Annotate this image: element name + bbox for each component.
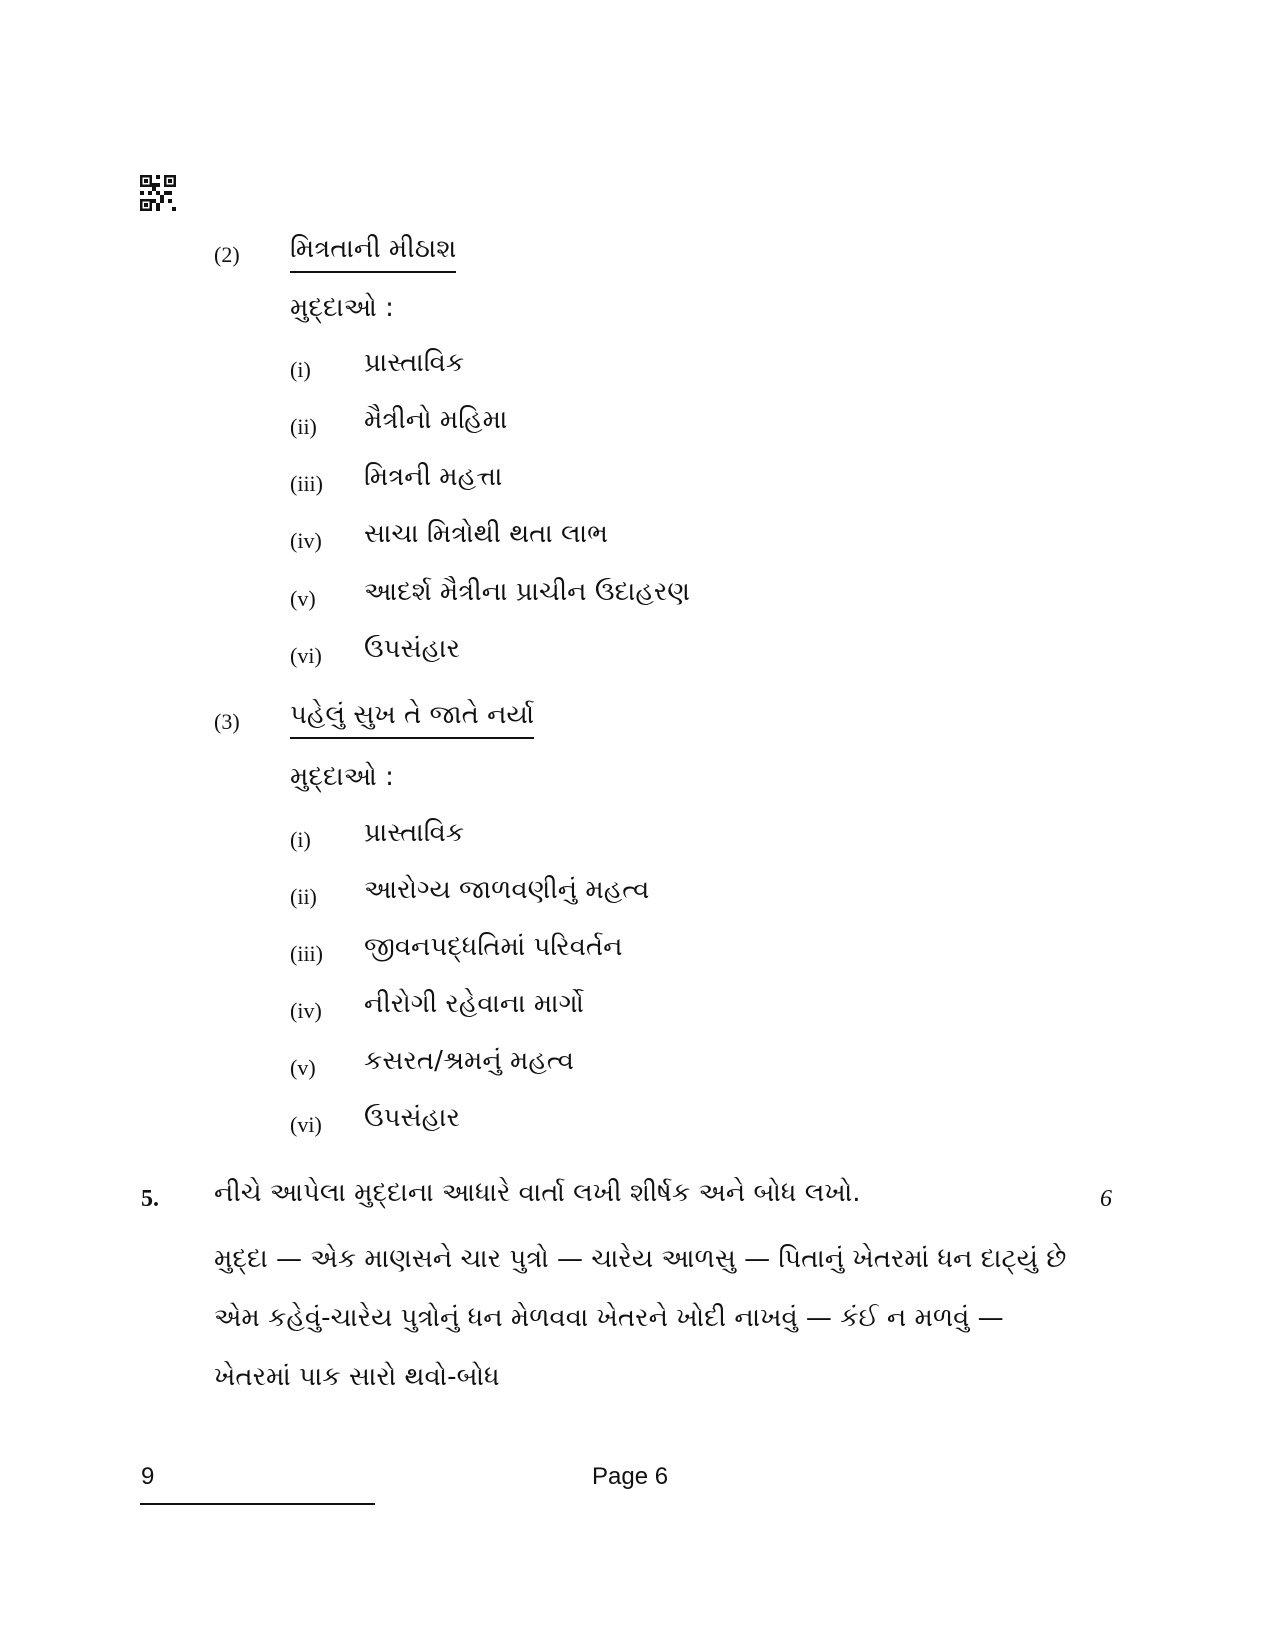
footer-divider — [140, 1503, 375, 1505]
list-item-number: (iv) — [290, 528, 322, 553]
list-item-text: સાચા મિત્રોથી થતા લાભ — [364, 519, 608, 549]
list-item-text: ઉપસંહાર — [364, 1103, 460, 1133]
list-item-text: પ્રાસ્તાવિક — [364, 348, 465, 378]
points-label: મુદ્દાઓ : — [290, 762, 394, 792]
list-item-number: (iii) — [290, 471, 323, 496]
story-points-line: મુદ્દા — એક માણસને ચાર પુત્રો — ચારેય આળસુ — પિતાનું ખેતરમાં ધન દાટ્યું છે — [214, 1244, 1067, 1274]
points-label: મુદ્દાઓ : — [290, 293, 394, 323]
list-item-text: આદર્શ મૈત્રીના પ્રાચીન ઉદાહરણ — [364, 577, 690, 607]
footer-code: 9 — [141, 1463, 155, 1490]
list-item-number: (i) — [290, 827, 311, 852]
list-item-text: જીવનપદ્ધતિમાં પરિવર્તન — [364, 932, 623, 962]
question-text: નીચે આપેલા મુદ્દાના આધારે વાર્તા લખી શીર્ષક અને બોધ લખો. — [214, 1178, 861, 1208]
list-item-number: (v) — [290, 1055, 316, 1080]
question-number: 5. — [141, 1186, 159, 1212]
story-points-line: ખેતરમાં પાક સારો થવો-બોધ — [214, 1362, 500, 1392]
list-item-text: પ્રાસ્તાવિક — [364, 818, 465, 848]
list-item-number: (ii) — [290, 884, 317, 909]
list-item-text: નીરોગી રહેવાના માર્ગો — [364, 989, 584, 1019]
list-item-number: (i) — [290, 357, 311, 382]
list-item-text: મિત્રની મહત્તા — [364, 462, 503, 492]
list-item-text: મૈત્રીનો મહિમા — [364, 405, 508, 435]
section-title: મિત્રતાની મીઠાશ — [290, 234, 456, 273]
section-title: પહેલું સુખ તે જાતે નર્યા — [290, 700, 534, 739]
question-marks: 6 — [1100, 1186, 1112, 1212]
list-item-text: આરોગ્ય જાળવણીનું મહત્વ — [364, 875, 650, 905]
list-item-number: (iii) — [290, 941, 323, 966]
list-item-text: કસરત/શ્રમનું મહત્વ — [364, 1046, 574, 1076]
list-item-number: (vi) — [290, 1112, 322, 1137]
list-item-number: (iv) — [290, 998, 322, 1023]
list-item-number: (vi) — [290, 643, 322, 668]
list-item-number: (ii) — [290, 414, 317, 439]
list-item-text: ઉપસંહાર — [364, 634, 460, 664]
story-points-line: એમ કહેવું-ચારેય પુત્રોનું ધન મેળવવા ખેતરને ખોદી નાખવું — કંઈ ન મળવું — — [214, 1303, 1004, 1333]
qr-code-icon — [140, 175, 176, 211]
section-number: (3) — [214, 709, 240, 734]
list-item-number: (v) — [290, 586, 316, 611]
section-number: (2) — [214, 242, 240, 267]
page-number: Page 6 — [592, 1463, 669, 1490]
